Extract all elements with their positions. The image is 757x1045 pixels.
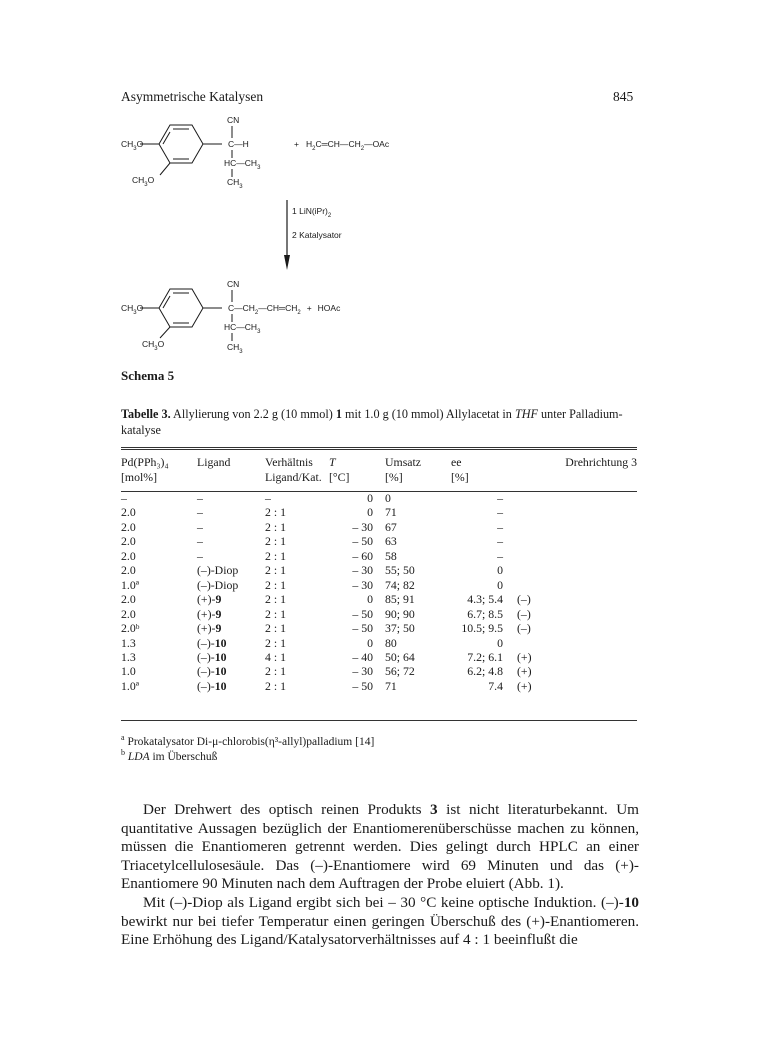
cell-pd: 2.0ᵇ <box>121 621 140 636</box>
cell-temperature: – 30 <box>352 519 373 534</box>
table-row <box>121 592 637 606</box>
cell-temperature: 0 <box>367 635 373 650</box>
cell-umsatz: 71 <box>385 505 397 520</box>
cell-pd: – <box>121 491 127 505</box>
table-row <box>121 520 637 534</box>
header-ligand: Ligand <box>197 455 231 469</box>
cell-ligand: – <box>197 519 203 534</box>
table-header-row <box>121 455 637 491</box>
table-row <box>121 505 637 519</box>
table-row <box>121 650 637 664</box>
cell-ratio: 4 : 1 <box>265 649 286 664</box>
cell-umsatz: 67 <box>385 519 397 534</box>
header-ratio: Verhältnis Ligand/Kat. <box>265 455 322 484</box>
cell-ee: 0 <box>497 577 503 592</box>
cell-drehrichtung <box>517 578 637 592</box>
table-body <box>121 491 637 693</box>
table-row <box>121 491 637 505</box>
cell-ratio: – <box>265 491 271 505</box>
cell-pd: 1.3 <box>121 635 136 650</box>
cell-ligand: (–)-Diop <box>197 563 239 578</box>
cell-ee: – <box>497 548 503 563</box>
cell-pd: 2.0 <box>121 505 136 520</box>
top-meo-2: $CH_3O$ <box>132 175 155 188</box>
cell-drehrichtung: (+) <box>517 649 532 664</box>
reaction-step-1: 1 $LiN(iPr)_2$ <box>292 206 332 219</box>
cell-temperature: – 30 <box>352 563 373 578</box>
paragraph-2: Mit (–)-Diop als Ligand ergibt sich bei – 30 °C keine optische Induktion. (–)-10 bewirkt nur bei tiefer Temperatur einen geringen Überschuß des (+)-Enantiomeren. Eine Erhöhung des Ligand/Katalysatorverhältnisses auf 4 : 1 beeinflußt die <box>121 893 639 949</box>
cell-ee: 10.5; 9.5 <box>461 621 503 636</box>
product-cn: CN <box>227 279 240 289</box>
cell-temperature: – 50 <box>352 534 373 549</box>
cell-umsatz: 55; 50 <box>385 563 415 578</box>
body-text <box>121 801 639 950</box>
cell-temperature: 0 <box>367 491 373 505</box>
cell-drehrichtung: (+) <box>517 678 532 693</box>
header-pd: Pd(PPh₃)₄ [mol%] <box>121 455 169 484</box>
cell-ligand: (+)-9 <box>197 621 222 636</box>
cell-pd: 2.0 <box>121 592 136 607</box>
cell-drehrichtung <box>517 505 637 519</box>
cell-ligand: (–)-10 <box>197 649 227 664</box>
cell-ligand: (–)-10 <box>197 635 227 650</box>
product-meo-2: $CH_3O$ <box>142 339 165 352</box>
cell-ee: – <box>497 519 503 534</box>
cell-ee: 7.4 <box>488 678 503 693</box>
cell-ratio: 2 : 1 <box>265 635 286 650</box>
cell-temperature: – 50 <box>352 606 373 621</box>
cell-umsatz: 37; 50 <box>385 621 415 636</box>
table-top-rule <box>121 447 637 450</box>
cell-ratio: 2 : 1 <box>265 548 286 563</box>
product-chain: $C—CH_2—CH═CH_2$ + HOAc <box>228 303 341 316</box>
table-row <box>121 563 637 577</box>
cell-ee: 7.2; 6.1 <box>467 649 503 664</box>
cell-umsatz: 80 <box>385 635 397 650</box>
reaction-scheme <box>0 100 757 365</box>
cell-ratio: 2 : 1 <box>265 621 286 636</box>
table-row <box>121 679 637 693</box>
top-ch3: $CH_3$ <box>227 177 243 190</box>
cell-drehrichtung: (–) <box>517 592 531 607</box>
cell-ligand: – <box>197 491 203 505</box>
top-benzene-ring <box>159 125 203 163</box>
table-row <box>121 534 637 548</box>
cell-pd: 2.0 <box>121 563 136 578</box>
cell-ligand: – <box>197 505 203 520</box>
paragraph-1: Der Drehwert des optisch reinen Produkts 3 ist nicht literaturbekannt. Um quantitative Aussagen bezüglich der Enantiomerenüberschüsse machen zu können, müssen die Enantiomeren getrennt werden. Dies gelingt durch HPLC an einer Triacetylcellulosesäule. Das (–)-Enantiomere wird 69 Minuten und das (+)-Enantiomere 90 Minuten nach dem Auftragen der Probe eluiert (Abb. 1). <box>121 801 639 893</box>
cell-drehrichtung: (+) <box>517 664 532 679</box>
cell-ligand: – <box>197 534 203 549</box>
cell-ee: – <box>497 505 503 520</box>
table-header-rule <box>121 491 637 492</box>
cell-pd: 1.0ª <box>121 678 140 693</box>
cell-ratio: 2 : 1 <box>265 606 286 621</box>
cell-pd: 2.0 <box>121 606 136 621</box>
running-title: Asymmetrische Katalysen <box>121 89 264 104</box>
cell-ratio: 2 : 1 <box>265 678 286 693</box>
header-drehrichtung: Drehrichtung 3 <box>565 455 637 469</box>
cell-pd: 2.0 <box>121 548 136 563</box>
cell-ee: 6.2; 4.8 <box>467 664 503 679</box>
cell-ratio: 2 : 1 <box>265 563 286 578</box>
top-cn: CN <box>227 115 240 125</box>
cell-drehrichtung <box>517 491 637 505</box>
cell-pd: 1.0 <box>121 664 136 679</box>
cell-drehrichtung <box>517 520 637 534</box>
cell-umsatz: 74; 82 <box>385 577 415 592</box>
cell-temperature: 0 <box>367 592 373 607</box>
table-row <box>121 549 637 563</box>
footnote-a: $^a$ Prokatalysator Di-μ-chlorobis(η³-allyl)palladium [14] <box>121 733 375 748</box>
header-ee: ee [%] <box>451 455 469 484</box>
cell-ratio: 2 : 1 <box>265 664 286 679</box>
cell-ee: 0 <box>497 563 503 578</box>
scheme-label: Schema 5 <box>121 368 175 383</box>
cell-ligand: – <box>197 548 203 563</box>
table-bottom-rule <box>121 720 637 721</box>
cell-temperature: – 50 <box>352 621 373 636</box>
cell-ligand: (–)-10 <box>197 678 227 693</box>
page-number: 845 <box>613 89 634 104</box>
cell-umsatz: 85; 91 <box>385 592 415 607</box>
cell-ee: 6.7; 8.5 <box>467 606 503 621</box>
product-meo-1: $CH_3O$ <box>121 303 144 316</box>
cell-umsatz: 0 <box>385 491 391 505</box>
header-temperature: T [°C] <box>329 455 350 484</box>
cell-ligand: (+)-9 <box>197 606 222 621</box>
allyl-acetate: $H_2C═CH—CH_2—OAc$ <box>306 139 390 152</box>
cell-umsatz: 90; 90 <box>385 606 415 621</box>
cell-umsatz: 71 <box>385 678 397 693</box>
product-hc-ch3: $HC—CH_3$ <box>224 322 261 335</box>
table-row <box>121 636 637 650</box>
footnote-b: $^b$ LDA im Überschuß <box>121 748 218 763</box>
cell-drehrichtung <box>517 534 637 548</box>
cell-temperature: 0 <box>367 505 373 520</box>
cell-ratio: 2 : 1 <box>265 534 286 549</box>
cell-temperature: – 50 <box>352 678 373 693</box>
cell-pd: 2.0 <box>121 519 136 534</box>
cell-drehrichtung <box>517 549 637 563</box>
cell-drehrichtung <box>517 563 637 577</box>
cell-temperature: – 40 <box>352 649 373 664</box>
product-ch3: $CH_3$ <box>227 342 243 355</box>
cell-ratio: 2 : 1 <box>265 592 286 607</box>
cell-temperature: – 60 <box>352 548 373 563</box>
cell-temperature: – 30 <box>352 664 373 679</box>
cell-umsatz: 56; 72 <box>385 664 415 679</box>
cell-ratio: 2 : 1 <box>265 577 286 592</box>
plus-sign: + <box>294 139 299 149</box>
cell-umsatz: 58 <box>385 548 397 563</box>
cell-ligand: (–)-Diop <box>197 577 239 592</box>
table-caption: Tabelle 3. Allylierung von 2.2 g (10 mmol) 1 mit 1.0 g (10 mmol) Allylacetat in THF unter Palladium-katalyse <box>121 407 623 437</box>
cell-ee: 4.3; 5.4 <box>467 592 503 607</box>
cell-pd: 1.0ª <box>121 577 140 592</box>
cell-ee: – <box>497 534 503 549</box>
table-row <box>121 621 637 635</box>
cell-umsatz: 63 <box>385 534 397 549</box>
cell-temperature: – 30 <box>352 577 373 592</box>
cell-drehrichtung <box>517 636 637 650</box>
cell-pd: 2.0 <box>121 534 136 549</box>
product-benzene-ring <box>159 289 203 327</box>
top-c-h: C—H <box>228 139 249 149</box>
cell-ee: – <box>497 491 503 505</box>
top-hc-ch3: $HC—CH_3$ <box>224 158 261 171</box>
cell-drehrichtung: (–) <box>517 621 531 636</box>
reaction-step-2: 2 Katalysator <box>292 230 342 240</box>
top-meo-1: $CH_3O$ <box>121 139 144 152</box>
cell-ratio: 2 : 1 <box>265 505 286 520</box>
cell-ratio: 2 : 1 <box>265 519 286 534</box>
cell-drehrichtung: (–) <box>517 606 531 621</box>
table-row <box>121 664 637 678</box>
cell-pd: 1.3 <box>121 649 136 664</box>
cell-ee: 0 <box>497 635 503 650</box>
header-umsatz: Umsatz [%] <box>385 455 422 484</box>
table-row <box>121 578 637 592</box>
cell-ligand: (–)-10 <box>197 664 227 679</box>
cell-umsatz: 50; 64 <box>385 649 415 664</box>
cell-ligand: (+)-9 <box>197 592 222 607</box>
reaction-arrow <box>284 200 290 270</box>
table-row <box>121 607 637 621</box>
